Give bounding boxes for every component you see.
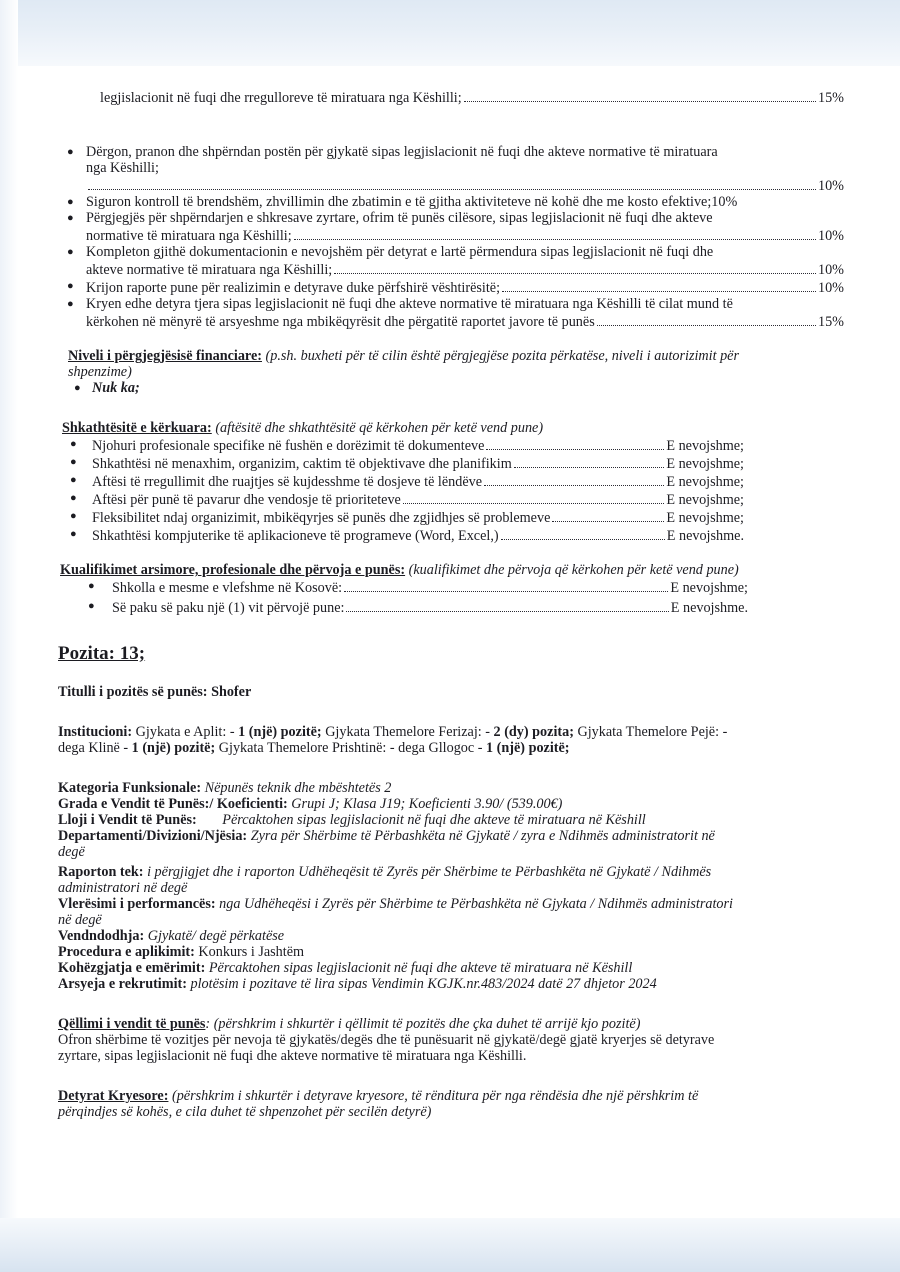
- duties-list: [44, 144, 844, 330]
- detail-row: Arsyeja e rekrutimit: plotësim i pozitave të lira sipas Vendimin KGJK.nr.483/2024 datë 27 dhjetor 2024: [58, 976, 657, 992]
- detail-row: Kategoria Funksionale: Nëpunës teknik dhe mbështetës 2: [58, 780, 392, 796]
- list-item: ● Dërgon, pranon dhe shpërndan postën për gjykatë sipas legjislacionit në fuqi dhe akteve normative të miratuara nga Këshilli; 10%: [67, 144, 844, 194]
- bullet-icon: ●: [88, 580, 95, 592]
- qualifications-section: Kualifikimet arsimore, profesionale dhe përvoja e punës: (kualifikimet dhe përvoja që kërkohen për ketë vend pune) ● Shkolla e mesme e vlefshme në Kosovë: E nevojshme; ● Së paku së paku një (1) vit përvojë pune: E nevojshme.: [60, 562, 748, 616]
- bullet-icon: ●: [67, 298, 74, 310]
- list-item: ● Shkathtësi në menaxhim, organizim, caktim të objektivave dhe planifikim E nevojshme;: [70, 456, 744, 472]
- list-item: ● Fleksibilitet ndaj organizimit, mbikëqyrjes së punës dhe zgjidhjes së problemeve E nevojshme;: [70, 510, 744, 526]
- detail-row: Kohëzgjatja e emërimit: Përcaktohen sipas legjislacionit në fuqi dhe akteve të miratuara në Këshill: [58, 960, 633, 976]
- list-item: ● Së paku së paku një (1) vit përvojë pune: E nevojshme.: [88, 600, 748, 616]
- bullet-icon: ●: [70, 474, 77, 486]
- detail-row: Vendndodhja: Gjykatë/ degë përkatëse: [58, 928, 285, 944]
- section-heading: Kualifikimet arsimore, profesionale dhe përvoja e punës:: [60, 562, 406, 578]
- list-item: ● Aftësi për punë të pavarur dhe vendosje të prioriteteve E nevojshme;: [70, 492, 744, 508]
- detail-row: Departamenti/Divizioni/Njësia: Zyra për Shërbime të Përbashkëta në Gjykatë / zyra e Ndihmës administratorit në: [58, 828, 715, 844]
- bullet-icon: ●: [70, 528, 77, 540]
- section-heading: Qëllimi i vendit të punës: [58, 1016, 206, 1032]
- bullet-icon: ●: [67, 212, 74, 224]
- list-item: ● Nuk ka;: [74, 380, 140, 396]
- bullet-icon: ●: [70, 438, 77, 450]
- bullet-icon: ●: [67, 196, 74, 208]
- purpose-section: Qëllimi i vendit të punës: (përshkrim i shkurtër i qëllimit të pozitës dhe çka duhet të arrijë kjo pozitë) Ofron shërbime të vozitjes për nevoja të gjykatës/degës dhe të punësuarit në gjykatë/degë gjatë kryerjes së detyrave zyrtare, sipas legjislacionit në fuqi dhe akteve normative të miratuara nga Këshilli.: [58, 1016, 715, 1064]
- section-heading: Detyrat Kryesore:: [58, 1088, 169, 1104]
- bullet-icon: ●: [67, 280, 74, 292]
- detail-row: Lloji i Vendit të Punës: Përcaktohen sipas legjislacionit në fuqi dhe akteve të miratuara në Këshill: [58, 812, 646, 828]
- bullet-icon: ●: [88, 600, 95, 612]
- list-item: ● Përgjegjës për shpërndarjen e shkresave zyrtare, ofrim të punës cilësore, sipas legjislacionit në fuqi dhe akteve normative të miratuara nga Këshilli; 10%: [67, 210, 844, 244]
- bullet-icon: ●: [67, 246, 74, 258]
- detail-row: Grada e Vendit të Punës:/ Koeficienti: Grupi J; Klasa J19; Koeficienti 3.90/ (539.00€): [58, 796, 563, 812]
- detail-row: Raporton tek: i përgjigjet dhe i raporton Udhëheqësit të Zyrës për Shërbime te Përbashkëta në Gjykatë / Ndihmës: [58, 864, 712, 880]
- bullet-icon: ●: [70, 492, 77, 504]
- duty-continuation: legjislacionit në fuqi dhe rregulloreve të miratuara nga Këshilli; 15%: [100, 90, 844, 106]
- bullet-icon: ●: [74, 382, 81, 394]
- position-details: Kategoria Funksionale: Nëpunës teknik dhe mbështetës 2 Grada e Vendit të Punës:/ Koeficienti: Grupi J; Klasa J19; Koeficienti 3.90/ (539.00€) Lloji i Vendit të Punës: Përcaktohen sipas legjislacionit në fuqi dhe akteve të miratuara në Këshill Departamenti/Divizioni/Njësia: Zyra për Shërbime të Përbashkëta në Gjykatë / zyra e Ndihmës administratorit në degë Raporton tek: i përgjigjet dhe i raporton Udhëheqësit të Zyrës për Shërbime te Përbashkëta në Gjykatë / Ndihmës administratori në degë Vlerësimi i performancës: nga Udhëheqësi i Zyrës për Shërbime te Përbashkëta në Gjykata / Ndihmës administratori në degë Vendndodhja: Gjykatë/ degë përkatëse Procedura e aplikimit: Konkurs i Jashtëm Kohëzgjatja e emërimit: Përcaktohen sipas legjislacionit në fuqi dhe akteve të miratuara në Këshill Arsyeja e rekrutimit: plotësim i pozitave të lira sipas Vendimin KGJK.nr.483/2024 datë 27 dhjetor 2024: [58, 780, 844, 992]
- section-heading: Shkathtësitë e kërkuara:: [62, 420, 212, 436]
- document-page: [44, 78, 844, 1120]
- list-item: ● Njohuri profesionale specifike në fushën e dorëzimit të dokumenteve E nevojshme;: [70, 438, 744, 454]
- bullet-icon: ●: [67, 146, 74, 158]
- list-item: ● Shkolla e mesme e vlefshme në Kosovë: E nevojshme;: [88, 580, 748, 596]
- scan-shadow-top: [0, 0, 900, 66]
- position-title: Titulli i pozitës së punës: Shofer: [58, 684, 252, 700]
- list-item: ● Shkathtësi kompjuterike të aplikacioneve të programeve (Word, Excel,) E nevojshme.: [70, 528, 744, 544]
- position-heading: Pozita: 13;: [58, 643, 146, 664]
- list-item: ● Kompleton gjithë dokumentacionin e nevojshëm për detyrat e lartë përmendura sipas legjislacionit në fuqi dhe akteve normative të miratuara nga Këshilli; 10%: [67, 244, 844, 278]
- bullet-icon: ●: [70, 456, 77, 468]
- list-item: ● Aftësi të rregullimit dhe ruajtjes së kujdesshme të dosjeve të lëndëve E nevojshme;: [70, 474, 744, 490]
- list-item: ● Siguron kontroll të brendshëm, zhvillimin dhe zbatimin e të gjitha aktiviteteve në kohë dhe me kosto efektive; 10%: [67, 194, 738, 210]
- scan-shadow-bottom: [0, 1218, 900, 1272]
- position-section: Pozita: 13; Titulli i pozitës së punës: Shofer Institucioni: Gjykata e Aplit: - 1 (një) pozitë; Gjykata Themelore Ferizaj: - 2 (dy) pozita; Gjykata Themelore Pejë: - dega Klinë - 1 (një) pozitë; Gjykata Themelore Prishtinë: - dega Gllogoc - 1 (një) pozitë; Kategoria Funksionale: Nëpunës teknik dhe mbështetës 2 Grada e Vendit të Punës:/ Koeficienti: Grupi J; Klasa J19; Koeficienti 3.90/ (539.00€) Lloji i Vendit të Punës: Përcaktohen sipas legjislacionit në fuqi dhe akteve të miratuara në Këshill Departamenti/Divizioni/Njësia: Zyra për Shërbime të Përbashkëta në Gjykatë / zyra e Ndihmës administratorit në degë Raporton tek: i përgjigjet dhe i raporton Udhëheqësit të Zyrës për Shërbime te Përbashkëta në Gjykatë / Ndihmës administratori në degë Vlerësimi i performancës: nga Udhëheqësi i Zyrës për Shërbime te Përbashkëta në Gjykata / Ndihmës administratori në degë Vendndodhja: Gjykatë/ degë përkatëse Procedura e aplikimit: Konkurs i Jashtëm Kohëzgjatja e emërimit: Përcaktohen sipas legjislacionit në fuqi dhe akteve të miratuara në Këshill Arsyeja e rekrutimit: plotësim i pozitave të lira sipas Vendimin KGJK.nr.483/2024 datë 27 dhjetor 2024 Qëllimi i vendit të punës: (përshkrim i shkurtër i qëllimit të pozitës dhe çka duhet të arrijë kjo pozitë) Ofron shërbime të vozitjes për nevoja të gjykatës/degës dhe të punësuarit në gjykatë/degë gjatë kryerjes së detyrave zyrtare, sipas legjislacionit në fuqi dhe akteve normative të miratuara nga Këshilli. Detyrat Kryesore: (përshkrim i shkurtër i detyrave kryesore, të rënditura për nga rëndësia dhe një përshkrim të përqindjes së kohës, e cila duhet të shpenzohet për secilën detyrë): [44, 646, 844, 1120]
- bullet-icon: ●: [70, 510, 77, 522]
- detail-row: Vlerësimi i performancës: nga Udhëheqësi i Zyrës për Shërbime te Përbashkëta në Gjykata / Ndihmës administratori: [58, 896, 733, 912]
- skills-section: Shkathtësitë e kërkuara: (aftësitë dhe shkathtësitë që kërkohen për ketë vend pune) ● Njohuri profesionale specifike në fushën e dorëzimit të dokumenteve E nevojshme; ● Shkathtësi në menaxhim, organizim, caktim të objektivave dhe planifikim E nevojshme; ● Aftësi të rregullimit dhe ruajtjes së kujdesshme të dosjeve të lëndëve E nevojshme; ● Aftësi për punë të pavarur dhe vendosje të prioriteteve E nevojshme; ● Fleksibilitet ndaj organizimit, mbikëqyrjes së punës dhe zgjidhjes së problemeve E nevojshme; ● Shkathtësi kompjuterike të aplikacioneve të programeve (Word, Excel,) E nevojshme.: [62, 420, 744, 544]
- detail-row: Procedura e aplikimit: Konkurs i Jashtëm: [58, 944, 305, 960]
- section-heading: Niveli i përgjegjësisë financiare:: [68, 348, 262, 364]
- financial-section: Niveli i përgjegjësisë financiare: (p.sh. buxheti për të cilin është përgjegjëse pozita përkatëse, niveli i autorizimit për shpenzime) ● Nuk ka;: [44, 348, 844, 396]
- institution: Institucioni: Gjykata e Aplit: - 1 (një) pozitë; Gjykata Themelore Ferizaj: - 2 (dy) pozita; Gjykata Themelore Pejë: -: [58, 724, 728, 740]
- main-duties-section: Detyrat Kryesore: (përshkrim i shkurtër i detyrave kryesore, të rënditura për nga rëndësia dhe një përshkrim të përqindjes së kohës, e cila duhet të shpenzohet për secilën detyrë): [58, 1088, 699, 1120]
- list-item: ● Kryen edhe detyra tjera sipas legjislacionit në fuqi dhe akteve normative të miratuara nga Këshilli të cilat mund të kërkohen në mënyrë të arsyeshme nga mbikëqyrësit dhe përgatitë raportet javore të punës 15%: [67, 296, 844, 330]
- list-item: ● Krijon raporte pune për realizimin e detyrave duke përfshirë vështirësitë; 10%: [67, 280, 844, 296]
- scan-shadow-left: [0, 0, 18, 1272]
